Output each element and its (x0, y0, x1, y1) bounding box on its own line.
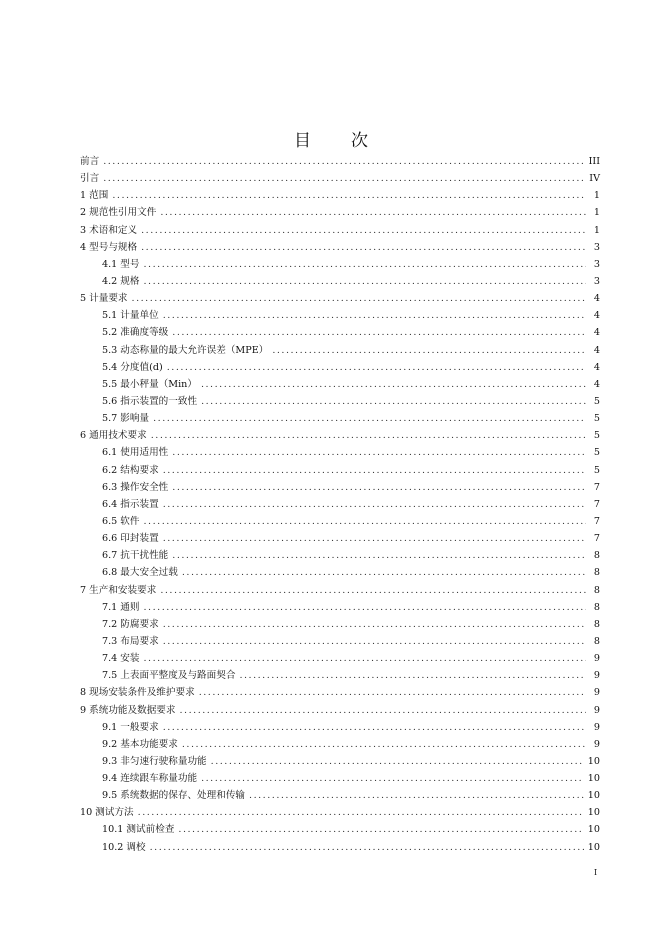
toc-entry-label: 4.2 规格 (102, 275, 140, 287)
toc-entry-label: 5.3 动态称量的最大允许误差（MPE） (102, 344, 269, 356)
toc-leader-dots (172, 444, 586, 461)
toc-entry[interactable] (80, 290, 600, 307)
toc-entry-label: 7.1 通则 (102, 601, 140, 613)
toc-leader-dots (138, 804, 584, 821)
toc-leader-dots (132, 290, 586, 307)
toc-leader-dots (249, 787, 584, 804)
toc-entry-page: 8 (593, 550, 600, 562)
toc-leader-dots (211, 753, 584, 770)
toc-entry-label: 6.7 抗干扰性能 (102, 550, 169, 562)
toc-leader-dots (163, 496, 586, 513)
toc-entry[interactable] (80, 547, 600, 564)
toc-entry-label: 5.4 分度值(d) (102, 361, 163, 373)
toc-entry[interactable] (80, 342, 600, 359)
toc-entry-page: 5 (593, 430, 600, 442)
toc-entry-page: 8 (593, 584, 600, 596)
toc-entry-page: 7 (593, 533, 600, 545)
toc-entry-label: 9.3 非匀速行驶称量功能 (102, 755, 207, 767)
toc-entry[interactable] (80, 839, 600, 856)
toc-entry[interactable] (80, 787, 600, 804)
toc-leader-dots (141, 222, 586, 239)
toc-entry-label: 10 测试方法 (80, 807, 134, 819)
toc-entry-page: 7 (593, 498, 600, 510)
toc-entry-page: 9 (593, 670, 600, 682)
toc-entry-label: 7.2 防腐要求 (102, 618, 159, 630)
toc-entry-page: 9 (593, 738, 600, 750)
toc-entry-label: 6.8 最大安全过载 (102, 567, 178, 579)
toc-entry[interactable] (80, 187, 600, 204)
toc-entry[interactable] (80, 410, 600, 427)
toc-title-char-2: 次 (351, 131, 368, 151)
toc-entry[interactable] (80, 324, 600, 341)
toc-entry[interactable] (80, 821, 600, 838)
toc-leader-dots (172, 324, 586, 341)
toc-entry-page: 3 (593, 241, 600, 253)
toc-leader-dots (151, 427, 586, 444)
toc-entry-page: 10 (587, 773, 600, 785)
toc-entry-page: 4 (593, 310, 600, 322)
toc-leader-dots (182, 564, 586, 581)
toc-entry-label: 7.5 上表面平整度及与路面契合 (102, 670, 236, 682)
toc-leader-dots (272, 342, 586, 359)
toc-entry-label: 5.6 指示装置的一致性 (102, 395, 198, 407)
toc-entry-label: 5.1 计量单位 (102, 310, 159, 322)
toc-entry-label: 6.2 结构要求 (102, 464, 159, 476)
toc-entry-page: 1 (593, 207, 600, 219)
toc-leader-dots (201, 376, 586, 393)
toc-entry-label: 9.4 连续跟车称量功能 (102, 773, 198, 785)
toc-entry[interactable] (80, 462, 600, 479)
toc-entry-label: 5.2 准确度等级 (102, 327, 169, 339)
toc-leader-dots (163, 307, 586, 324)
toc-entry-page: 5 (593, 395, 600, 407)
toc-entry-label: 4 型号与规格 (80, 241, 138, 253)
toc-entry-page: 10 (587, 755, 600, 767)
toc-entry[interactable] (80, 736, 600, 753)
toc-entry[interactable] (80, 256, 600, 273)
toc-entry[interactable] (80, 702, 600, 719)
toc-entry-page: 10 (587, 807, 600, 819)
toc-leader-dots (201, 770, 584, 787)
toc-entry[interactable] (80, 153, 600, 170)
toc-entry[interactable] (80, 719, 600, 736)
toc-entry[interactable] (80, 222, 600, 239)
table-of-contents (80, 153, 600, 856)
toc-entry[interactable] (80, 633, 600, 650)
toc-entry-label: 6 通用技术要求 (80, 430, 147, 442)
toc-entry-label: 9.1 一般要求 (102, 721, 159, 733)
toc-leader-dots (163, 719, 586, 736)
toc-entry-page: 4 (593, 344, 600, 356)
toc-entry-page: 5 (593, 413, 600, 425)
page-number: I (594, 868, 598, 877)
toc-title (0, 126, 662, 151)
toc-title-char-1: 目 (294, 131, 311, 151)
toc-leader-dots (172, 547, 586, 564)
toc-leader-dots (178, 821, 583, 838)
toc-entry-label: 2 规范性引用文件 (80, 207, 157, 219)
toc-leader-dots (163, 530, 586, 547)
toc-entry-label: 3 术语和定义 (80, 224, 138, 236)
toc-entry[interactable] (80, 273, 600, 290)
toc-leader-dots (103, 153, 584, 170)
toc-entry-page: 9 (593, 721, 600, 733)
toc-entry[interactable] (80, 564, 600, 581)
toc-entry-page: 7 (593, 515, 600, 527)
toc-entry[interactable] (80, 616, 600, 633)
toc-entry[interactable] (80, 204, 600, 221)
toc-entry-page: 3 (593, 275, 600, 287)
toc-leader-dots (167, 359, 586, 376)
toc-leader-dots (201, 393, 586, 410)
toc-leader-dots (160, 582, 586, 599)
toc-entry[interactable] (80, 239, 600, 256)
toc-entry-label: 6.3 操作安全性 (102, 481, 169, 493)
toc-entry[interactable] (80, 513, 600, 530)
toc-entry[interactable] (80, 650, 600, 667)
toc-entry-label: 5.5 最小秤量（Min） (102, 378, 197, 390)
toc-entry-label: 6.1 使用适用性 (102, 447, 169, 459)
toc-entry-page: 5 (593, 447, 600, 459)
toc-entry-page: 10 (587, 824, 600, 836)
toc-leader-dots (180, 702, 587, 719)
toc-entry[interactable] (80, 599, 600, 616)
toc-entry-page: 4 (593, 293, 600, 305)
toc-entry-label: 7.4 安装 (102, 653, 140, 665)
toc-entry-label: 6.4 指示装置 (102, 498, 159, 510)
toc-entry-page: 8 (593, 635, 600, 647)
toc-leader-dots (144, 273, 587, 290)
toc-entry-label: 5.7 影响量 (102, 413, 150, 425)
toc-entry[interactable] (80, 582, 600, 599)
toc-entry[interactable] (80, 753, 600, 770)
toc-entry-label: 7 生产和安装要求 (80, 584, 157, 596)
toc-leader-dots (163, 616, 586, 633)
toc-entry-label: 4.1 型号 (102, 258, 140, 270)
toc-entry[interactable] (80, 530, 600, 547)
toc-leader-dots (144, 256, 587, 273)
toc-leader-dots (153, 410, 586, 427)
toc-entry[interactable] (80, 307, 600, 324)
toc-entry-label: 8 现场安装条件及维护要求 (80, 687, 195, 699)
toc-entry[interactable] (80, 393, 600, 410)
toc-entry[interactable] (80, 444, 600, 461)
toc-entry-label: 6.5 软件 (102, 515, 140, 527)
toc-leader-dots (150, 839, 584, 856)
toc-entry-page: 3 (593, 258, 600, 270)
toc-entry-page: 4 (593, 327, 600, 339)
toc-leader-dots (144, 650, 587, 667)
toc-entry-label: 7.3 布局要求 (102, 635, 159, 647)
toc-leader-dots (163, 462, 586, 479)
toc-leader-dots (103, 170, 585, 187)
toc-leader-dots (182, 736, 586, 753)
toc-entry-page: 4 (593, 378, 600, 390)
toc-entry-page: 8 (593, 601, 600, 613)
toc-entry[interactable] (80, 359, 600, 376)
toc-entry-page: 1 (593, 224, 600, 236)
toc-entry[interactable] (80, 170, 600, 187)
toc-leader-dots (163, 633, 586, 650)
toc-entry-page: 9 (593, 704, 600, 716)
toc-entry-label: 9.2 基本功能要求 (102, 738, 178, 750)
toc-leader-dots (144, 513, 587, 530)
toc-entry-label: 前言 (80, 156, 100, 167)
toc-entry-label: 5 计量要求 (80, 293, 128, 305)
toc-entry-page: 7 (593, 481, 600, 493)
toc-entry-page: 10 (587, 841, 600, 853)
toc-entry[interactable] (80, 770, 600, 787)
toc-entry-label: 引言 (80, 173, 100, 185)
toc-entry-page: 1 (593, 190, 600, 202)
toc-entry-page: 8 (593, 618, 600, 630)
toc-entry-page: IV (589, 173, 600, 185)
toc-entry-label: 10.1 测试前检查 (102, 824, 175, 836)
toc-entry[interactable] (80, 479, 600, 496)
toc-entry-label: 9.5 系统数据的保存、处理和传输 (102, 790, 246, 802)
toc-leader-dots (160, 204, 586, 221)
toc-entry-page: 10 (587, 790, 600, 802)
toc-entry-label: 9 系统功能及数据要求 (80, 704, 176, 716)
toc-entry-label: 1 范围 (80, 190, 109, 202)
toc-entry-page: 5 (593, 464, 600, 476)
toc-entry-page: 9 (593, 653, 600, 665)
toc-entry[interactable] (80, 376, 600, 393)
toc-leader-dots (239, 667, 586, 684)
toc-entry-page: 8 (593, 567, 600, 579)
toc-entry-page: 9 (593, 687, 600, 699)
toc-leader-dots (144, 599, 587, 616)
toc-entry-label: 10.2 调校 (102, 841, 146, 853)
toc-entry-page: III (588, 156, 600, 167)
toc-entry-page: 4 (593, 361, 600, 373)
toc-entry[interactable] (80, 496, 600, 513)
toc-entry[interactable] (80, 804, 600, 821)
toc-leader-dots (112, 187, 586, 204)
toc-entry[interactable] (80, 684, 600, 701)
toc-leader-dots (172, 479, 586, 496)
toc-entry[interactable] (80, 667, 600, 684)
toc-leader-dots (199, 684, 586, 701)
toc-entry[interactable] (80, 427, 600, 444)
toc-leader-dots (141, 239, 586, 256)
toc-entry-label: 6.6 印封装置 (102, 533, 159, 545)
